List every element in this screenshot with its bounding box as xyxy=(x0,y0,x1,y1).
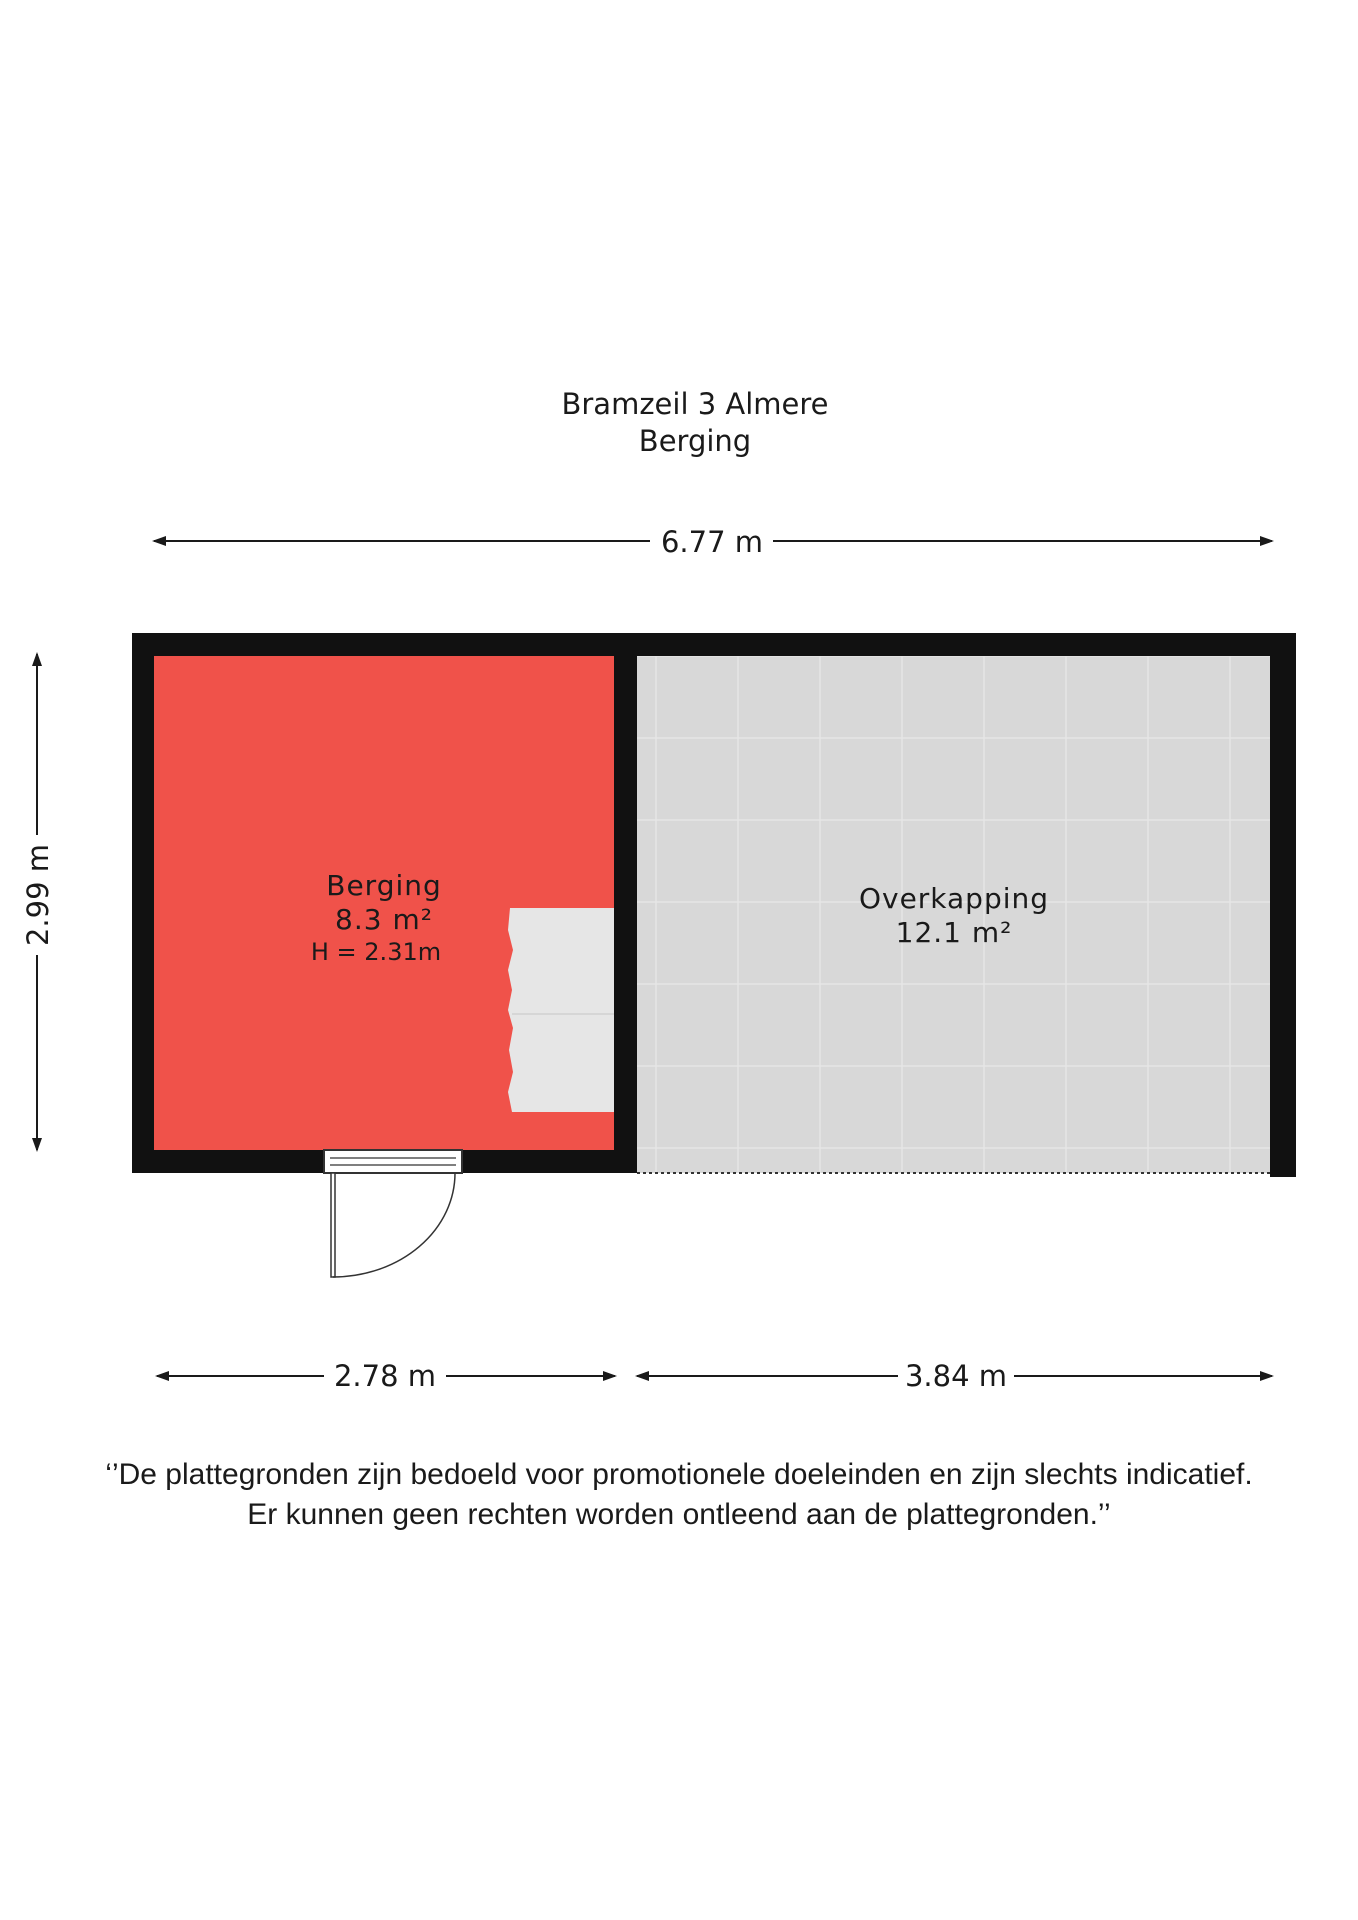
door-frame xyxy=(324,1150,462,1173)
dimension-height-label: 2.99 m xyxy=(21,843,55,947)
dimension-total-width xyxy=(154,525,1272,559)
wall-left xyxy=(132,633,154,1173)
disclaimer-line-1: ‘’De plattegronden zijn bedoeld voor promotionele doeleinden en zijn slechts indicatief. xyxy=(105,1458,1253,1491)
plan-subtitle: Berging xyxy=(638,424,752,458)
wall-top xyxy=(132,633,1296,656)
dimension-left-width-label: 2.78 m xyxy=(333,1359,437,1393)
room-berging-height: H = 2.31m xyxy=(310,938,442,966)
storage-cabinet xyxy=(508,908,614,1112)
dimension-total-width-label: 6.77 m xyxy=(660,525,764,559)
dimension-left-width xyxy=(157,1359,615,1393)
disclaimer xyxy=(0,1455,1358,1535)
door xyxy=(324,1150,462,1277)
dimension-right-width-label: 3.84 m xyxy=(904,1359,1008,1393)
room-overkapping-area: 12.1 m² xyxy=(895,916,1013,949)
room-overkapping-name: Overkapping xyxy=(858,882,1050,915)
wall-right xyxy=(1270,633,1296,1177)
dimension-right-width xyxy=(637,1359,1272,1393)
dimension-height xyxy=(21,654,55,1150)
room-berging-area: 8.3 m² xyxy=(335,903,433,936)
wall-middle xyxy=(614,633,637,1173)
disclaimer-line-2: Er kunnen geen rechten worden ontleend aan de plattegronden.’’ xyxy=(247,1498,1111,1531)
room-berging-name: Berging xyxy=(326,869,442,902)
wall-bottom-right xyxy=(462,1150,637,1173)
wall-bottom-left xyxy=(132,1150,324,1173)
door-panel xyxy=(331,1173,335,1277)
door-swing-arc xyxy=(333,1173,455,1277)
plan-address: Bramzeil 3 Almere xyxy=(561,387,829,421)
